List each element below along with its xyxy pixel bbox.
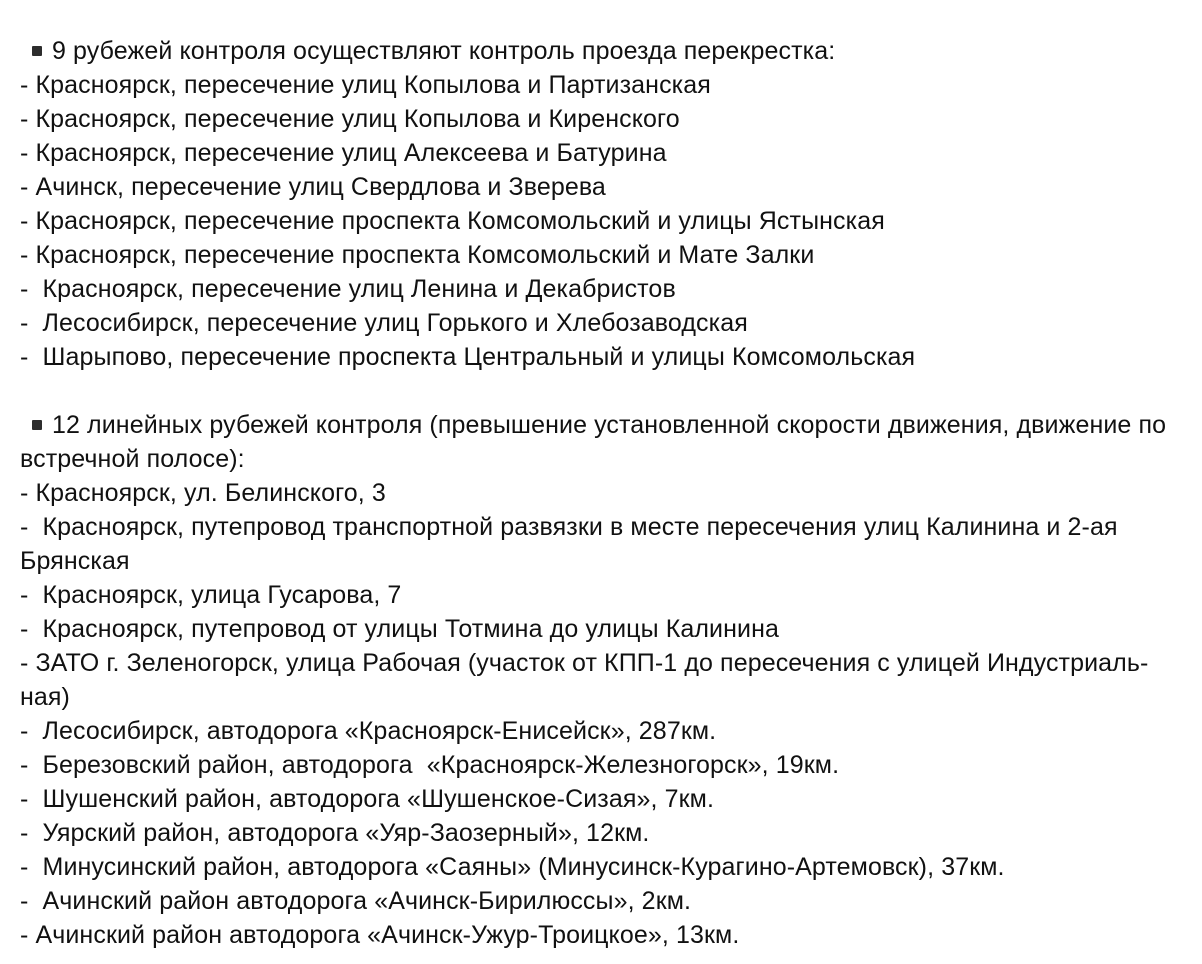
section-heading [20, 408, 1190, 476]
list-item: - Шушенский район, автодорога «Шушенское-Сизая», 7км. [20, 785, 714, 813]
section-linear-control [20, 408, 1190, 952]
list-item: - Красноярск, пересечение проспекта Комсомольский и улицы Ястынская [20, 207, 885, 235]
list-item: - Шарыпово, пересечение проспекта Центральный и улицы Комсомольская [20, 343, 916, 371]
list-item: - Красноярск, пересечение улиц Ленина и Декабристов [20, 275, 676, 303]
document-body [20, 34, 1190, 952]
section-intersections [20, 34, 1190, 374]
list-item: - Красноярск, пересечение улиц Алексеева и Батурина [20, 139, 667, 167]
list-item: - Красноярск, путепровод транспортной развязки в месте пересечения улиц Калинина и 2-ая Брянская [20, 513, 1125, 575]
list-item: - Минусинский район, автодорога «Саяны» (Минусинск-Курагино-Артемовск), 37км. [20, 853, 1005, 881]
heading-text: 9 рубежей контроля осуществляют контроль проезда перекрестка: [52, 37, 836, 65]
list-item: - Красноярск, улица Гусарова, 7 [20, 581, 402, 609]
list-item: - Красноярск, ул. Белинского, 3 [20, 479, 386, 507]
list-item: - Красноярск, пересечение улиц Копылова и Киренского [20, 105, 680, 133]
list-item: - Красноярск, пересечение проспекта Комсомольский и Мате Залки [20, 241, 815, 269]
list-item: - Ачинский район автодорога «Ачинск-Ужур-Троицкое», 13км. [20, 921, 740, 949]
square-bullet-icon [32, 420, 42, 430]
heading-text: 12 линейных рубежей контроля (превышение установленной скорости движения, движение по встречной полосе): [20, 411, 1167, 473]
list-item: - Лесосибирск, пересечение улиц Горького и Хлебозаводская [20, 309, 748, 337]
list-item: - Ачинск, пересечение улиц Свердлова и Зверева [20, 173, 606, 201]
square-bullet-icon [32, 46, 42, 56]
list-item: - Ачинский район автодорога «Ачинск-Бирилюссы», 2км. [20, 887, 692, 915]
list-item: - Лесосибирск, автодорога «Красноярск-Енисейск», 287км. [20, 717, 717, 745]
list-item: - Березовский район, автодорога «Красноярск-Железногорск», 19км. [20, 751, 840, 779]
list-item: - ЗАТО г. Зеленогорск, улица Рабочая (участок от КПП-1 до пересечения с улицей Индустриаль-ная) [20, 649, 1149, 711]
list-item: - Уярский район, автодорога «Уяр-Заозерный», 12км. [20, 819, 650, 847]
section-heading [20, 34, 1190, 68]
list-item: - Красноярск, пересечение улиц Копылова и Партизанская [20, 71, 711, 99]
list-item: - Красноярск, путепровод от улицы Тотмина до улицы Калинина [20, 615, 780, 643]
